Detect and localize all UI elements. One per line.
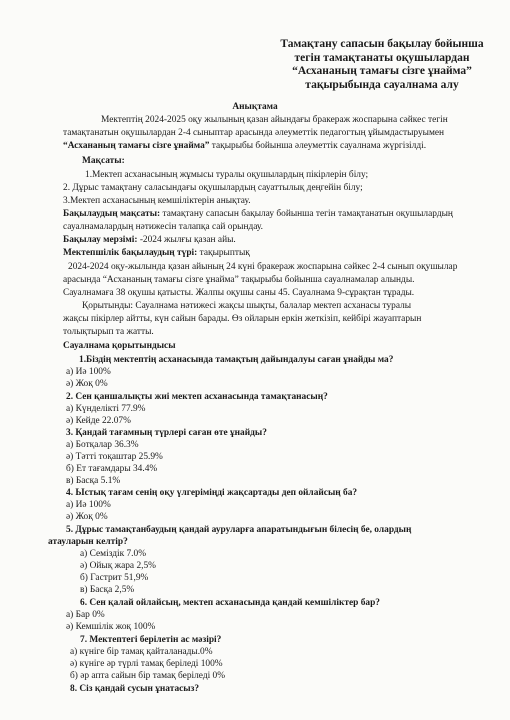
body-line-1: 2024-2024 оқу-жылында қазан айының 24 күні бракераж жоспарына сәйкес 2-4 сынып оқушылар: [68, 262, 458, 272]
question-3-option-c: б) Ет тағамдары 34.4%: [66, 464, 158, 474]
question-3: 3. Қандай тағамның түрлері саған өте ұнайды?: [66, 428, 267, 438]
control-goal-text: тамақтану сапасын бақылау бойынша тегін тамақтанатын оқушылардың: [160, 209, 453, 219]
question-1: 1.Біздің мектептің асханасында тамақтың дайындалуы саған ұнайды ма?: [79, 355, 394, 365]
title-line-4: тақырыбында сауалнама алу: [305, 78, 459, 91]
body-line-2: арасында “Асхананың тамағы сізге ұнайма” тақырыбы бойынша сауалнамалар алынды.: [63, 275, 415, 285]
body-line-3: Сауалнамаға 38 оқушы қатысты. Жалпы оқушы саны 45. Сауалнама 9-сұрақтан тұрады.: [63, 288, 415, 298]
control-period-label: Бақылау мерзімі:: [63, 235, 138, 245]
question-7: 7. Мектептегі берілетін ас мәзірі?: [80, 635, 222, 645]
results-label: Сауалнама қорытындысы: [63, 341, 176, 351]
question-3-option-b: ә) Тәтті тоқаштар 25.9%: [66, 452, 163, 462]
question-5-option-c: б) Гастрит 51,9%: [80, 573, 149, 583]
title-line-2: тегін тамақтанаты оқушылардан: [294, 51, 470, 64]
question-7-option-c: б) әр апта сайын бір тамақ беріледі 0%: [70, 671, 226, 681]
question-3-option-a: а) Ботқалар 36.3%: [66, 440, 139, 450]
intro-line-2: тамақтанатын оқушылардан 2-4 сыныптар арасында әлеуметтік педагогтың ұйымдастыруымен: [63, 128, 445, 138]
intro-line-1: Мектептің 2024-2025 оқу жылының қазан айындағы бракераж жоспарына сәйкес тегін: [101, 115, 448, 125]
question-2: 2. Сен қаншалықты жиі мектеп асханасында тамақтанасың?: [66, 392, 328, 402]
question-7-option-a: а) күніге бір тамақ қайталанады.0%: [70, 647, 213, 657]
question-5-option-a: а) Семіздік 7.0%: [80, 549, 147, 559]
question-5-line-1: 5. Дұрыс тамақтанбаудың қандай ауруларға апаратындығын білесің бе, олардың: [66, 525, 412, 535]
question-2-option-a: а) Күнделікті 77.9%: [66, 404, 146, 414]
body-line-4: Қорытынды: Сауалнама нәтижесі жақсы шықты, балалар мектеп асханасы туралы: [82, 301, 412, 311]
title-line-1: Тамақтану сапасын бақылау бойынша: [280, 38, 484, 50]
goal-3: 3.Мектеп асханасының кемшіліктерін анықтау.: [63, 196, 251, 206]
section-heading: Анықтама: [232, 102, 278, 112]
goal-1: 1.Мектеп асханасының жұмысы туралы оқушылардың пікірлерін білу;: [85, 170, 369, 180]
question-6-option-a: а) Бар 0%: [66, 610, 105, 620]
goals-label: Мақсаты:: [82, 156, 125, 166]
question-7-option-b: ә) күніге әр түрлі тамақ беріледі 100%: [70, 659, 223, 669]
question-4-option-a: а) Иә 100%: [66, 500, 111, 510]
intro-line-3-rest: тақырыбы бойынша әлеуметтік сауалнама жүргізілді.: [209, 141, 427, 151]
control-type: [63, 248, 250, 259]
document-title: [262, 38, 502, 92]
question-5-line-2: атауларын келтір?: [48, 537, 128, 547]
question-6-option-b: ә) Кемшілік жоқ 100%: [66, 622, 156, 632]
question-5-option-b: ә) Ойық жара 2,5%: [80, 561, 156, 571]
control-period: [63, 235, 236, 246]
control-goal-line-1: [63, 209, 453, 220]
question-1-option-a: а) Иә 100%: [66, 367, 111, 377]
question-2-option-b: ә) Кейде 22.07%: [66, 416, 131, 426]
control-type-value: тақырыптық: [197, 248, 250, 258]
body-line-5: жақсы пікірлер айтты, күн сайын барады. Өз ойларын еркін жеткізіп, кейбірі жауаптарын: [63, 314, 422, 324]
question-4: 4. Ыстық тағам сенің оқу үлгеріміңді жақсартады деп ойлайсың ба?: [66, 488, 358, 498]
intro-survey-title: “Асхананың тамағы сізге ұнайма”: [63, 141, 210, 151]
title-line-3: “Асхананың тамағы сізге ұнайма”: [292, 65, 472, 77]
control-goal-label: Бақылаудың мақсаты:: [63, 209, 161, 219]
question-1-option-b: ә) Жоқ 0%: [66, 379, 108, 389]
question-6: 6. Сен қалай ойлайсың, мектеп асханасында қандай кемшіліктер бар?: [80, 598, 380, 608]
control-goal-line-2: сауалнамалардың нәтижесін талапқа сай орындау.: [63, 222, 264, 232]
question-4-option-b: ә) Жоқ 0%: [66, 512, 108, 522]
question-8: 8. Сіз қандай сусын ұнатасыз?: [70, 684, 200, 694]
question-5-option-d: в) Басқа 2,5%: [80, 585, 135, 595]
control-period-value: -2024 жылғы қазан айы.: [137, 235, 236, 245]
intro-line-3: [63, 141, 426, 152]
goal-2: 2. Дұрыс тамақтану саласындағы оқушылардың сауаттылық деңгейін білу;: [63, 183, 363, 193]
body-line-6: толықтырып та жатты.: [63, 327, 154, 337]
control-type-label: Мектепшілік бақылаудың түрі:: [63, 248, 198, 258]
question-3-option-d: в) Басқа 5.1%: [66, 476, 121, 486]
